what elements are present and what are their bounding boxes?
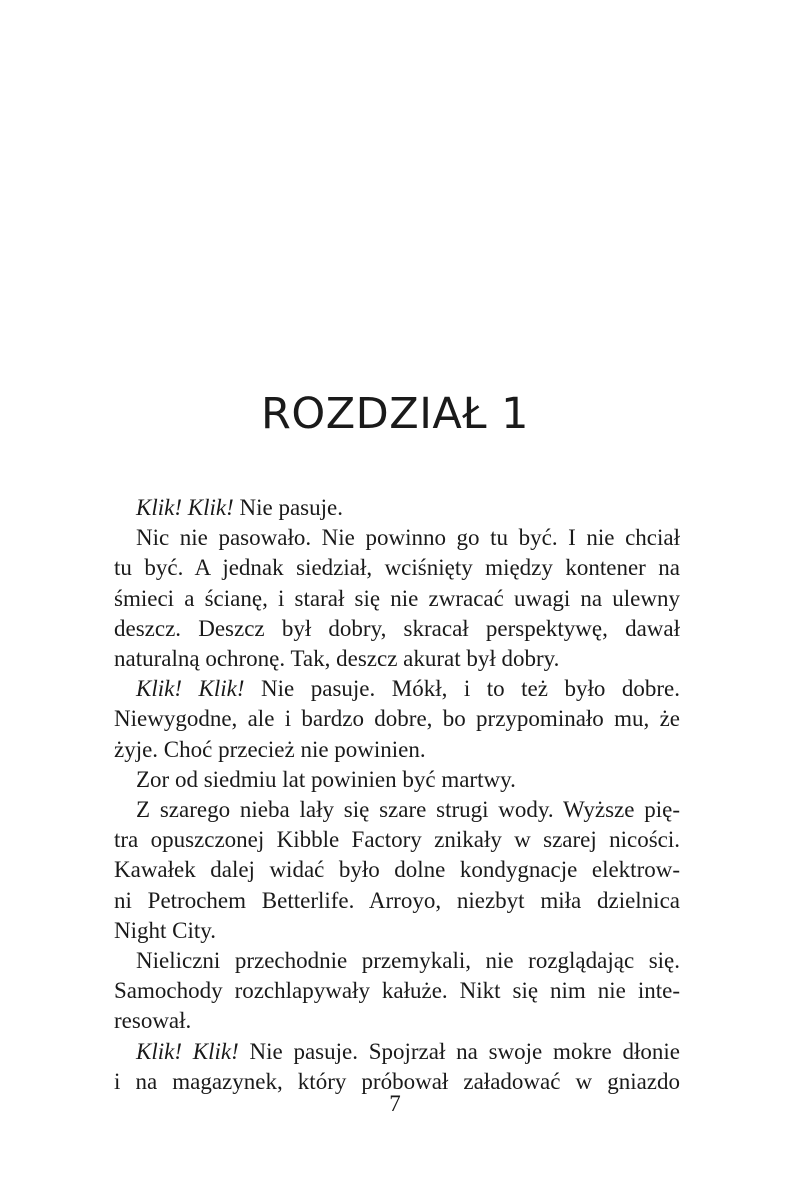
paragraph xyxy=(114,765,680,795)
text-line: Zor od siedmiu lat powinien być martwy. xyxy=(136,766,516,792)
text-line: Nic nie pasowało. Nie powinno go tu być. I nie chciał xyxy=(136,525,680,551)
chapter-title: ROZDZIAŁ 1 xyxy=(260,389,530,439)
paragraph xyxy=(114,674,680,765)
text-line: Klik! Klik! Nie pasuje. xyxy=(136,495,343,520)
text-line: i na magazynek, który próbował załadować w gniazdo xyxy=(114,1068,680,1094)
sound-effect: Klik! Klik! xyxy=(136,676,245,702)
body-text xyxy=(114,493,680,1097)
page-number: 7 xyxy=(389,1091,401,1116)
text-line: Z szarego nieba lały się szare strugi wody. Wyższe pię- xyxy=(136,797,680,823)
text-line: deszcz. Deszcz był dobry, skracał perspektywę, dawał xyxy=(114,615,680,641)
text-line: tra opuszczonej Kibble Factory znikały w szarej nicości. xyxy=(114,827,680,853)
paragraph xyxy=(114,493,680,523)
sound-effect: Klik! Klik! xyxy=(136,495,234,520)
text-line: naturalną ochronę. Tak, deszcz akurat był dobry. xyxy=(114,646,560,672)
text-line: ni Petrochem Betterlife. Arroyo, niezbyt miła dzielnica xyxy=(114,887,680,913)
paragraph xyxy=(114,523,680,674)
paragraph xyxy=(114,795,680,946)
paragraph xyxy=(114,946,680,1037)
paragraph xyxy=(114,1037,680,1097)
text-line: śmieci a ścianę, i starał się nie zwracać uwagi na ulewny xyxy=(114,585,680,611)
text-line: Night City. xyxy=(114,917,217,943)
sound-effect: Klik! Klik! xyxy=(136,1038,239,1064)
text-line: tu być. A jednak siedział, wciśnięty między kontener na xyxy=(114,555,680,581)
text-line: Klik! Klik! Nie pasuje. Mókł, i to też było dobre. xyxy=(136,676,680,702)
text-line: Niewygodne, ale i bardzo dobre, bo przypominało mu, że xyxy=(114,706,680,732)
text-line: Kawałek dalej widać było dolne kondygnacje elektrow- xyxy=(114,857,680,883)
text-line: resował. xyxy=(114,1008,192,1034)
text-line: Samochody rozchlapywały kałuże. Nikt się nim nie inte- xyxy=(114,978,680,1004)
text-line: Klik! Klik! Nie pasuje. Spojrzał na swoje mokre dłonie xyxy=(136,1038,680,1064)
text-line: żyje. Choć przecież nie powinien. xyxy=(114,736,426,762)
text-line: Nieliczni przechodnie przemykali, nie rozglądając się. xyxy=(136,948,680,974)
